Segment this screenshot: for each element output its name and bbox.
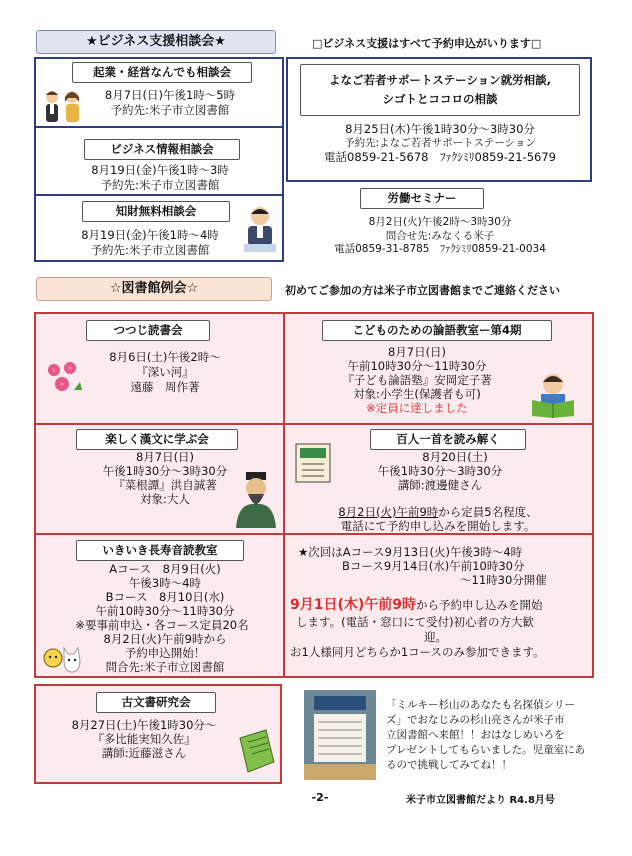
old-document-illustration: [236, 728, 278, 774]
rongo-class-book: 『子ども論語塾』安岡定子著: [342, 373, 492, 387]
ondoku-class-a-date: Aコース 8月9日(火): [109, 562, 221, 576]
rongo-class-date: 8月7日(日): [387, 345, 447, 359]
page-number: -2-: [311, 791, 329, 804]
komonjo-study-tag: 古文書研究会: [96, 692, 216, 713]
hyakunin-reservation-capacity: から定員5名程度、: [438, 505, 538, 519]
tsutsuji-reading-tag: つつじ読書会: [86, 320, 210, 341]
kanbun-study-time: 午後1時30分～3時30分: [102, 464, 228, 478]
kanbun-study-book: 『菜根譚』洪自誠著: [113, 478, 217, 492]
tsutsuji-reading-date: 8月6日(土)午後2時～: [109, 350, 221, 364]
divider: [36, 533, 592, 535]
hyakunin-reservation-phone: 電話にて予約申し込みを開始します。: [340, 519, 536, 533]
divider: [283, 314, 285, 676]
labor-seminar-contact: 問合せ先:みなくる米子: [385, 230, 495, 242]
hyakunin-reservation-date: 8月2日(火)午前9時: [338, 505, 439, 519]
promo-text-line4: プレゼントしてもらいました。児童室にあ: [386, 744, 586, 756]
consultant-illustration: [242, 204, 278, 254]
startup-consult-contact: 予約先:米子市立図書館: [110, 103, 230, 117]
kanbun-study-date: 8月7日(日): [135, 450, 195, 464]
business-info-consult-tag: ビジネス情報相談会: [84, 139, 240, 160]
youth-support-title-box: [300, 64, 580, 116]
youth-support-phone: 電話0859-21-5678 ﾌｧｸｼﾐﾘ0859-21-5679: [324, 150, 556, 164]
rongo-class-full-notice: ※定員に達しました: [366, 401, 468, 415]
ondoku-class-b-time: 午前10時30分～11時30分: [95, 604, 235, 618]
kanbun-study-tag: 楽しく漢文に学ぶ会: [76, 429, 238, 450]
divider: [36, 194, 282, 196]
rongo-class-tag: こどものための論語教室ー第4期: [322, 320, 552, 341]
ondoku-class-b-date: Bコース 8月10日(水): [105, 590, 225, 604]
ondoku-class-capacity-note: ※要事前申込・各コース定員20名: [75, 618, 249, 632]
hyakunin-isshu-date: 8月20日(土): [422, 450, 488, 464]
library-section-header: ☆図書館例会☆: [36, 277, 272, 301]
ondoku-class-contact: 問合先:米子市立図書館: [105, 660, 225, 674]
next-session-reservation: [290, 597, 590, 613]
azalea-flower-illustration: [44, 360, 84, 396]
promo-photo: [304, 690, 376, 780]
ondoku-class-reserve-start: 8月2日(火)午前9時から: [103, 632, 227, 646]
divider: [36, 126, 282, 128]
next-session-reserve-start: から予約申し込みを開始: [416, 598, 543, 612]
labor-seminar-date: 8月2日(火)午後2時～3時30分: [368, 216, 512, 228]
rongo-class-target: 対象:小学生(保護者も可): [353, 387, 481, 401]
hyakunin-isshu-reservation: [288, 505, 588, 519]
hyakunin-isshu-tag: 百人一首を読み解く: [370, 429, 526, 450]
next-session-line1: ★次回はAコース9月13日(火)午後3時～4時: [298, 545, 523, 559]
komonjo-study-lecturer: 講師:近藤滋さん: [101, 746, 187, 760]
business-info-consult-contact: 予約先:米子市立図書館: [100, 178, 220, 192]
promo-text-line2: ズ」でおなじみの杉山亮さんが米子市: [386, 714, 565, 726]
ip-consult-tag: 知財無料相談会: [82, 201, 230, 222]
reading-child-illustration: [528, 370, 578, 418]
labor-seminar-phone: 電話0859-31-8785 ﾌｧｸｼﾐﾘ0859-21-0034: [334, 243, 546, 255]
newsletter-source: 米子市立図書館だより R4.8月号: [406, 795, 555, 806]
next-session-line6: 迎。: [424, 630, 447, 644]
komonjo-study-date: 8月27日(土)午後1時30分～: [71, 718, 217, 732]
startup-consult-tag: 起業・経営なんでも相談会: [72, 62, 252, 83]
rongo-class-time: 午前10時30分～11時30分: [347, 359, 487, 373]
kanbun-study-target: 対象:大人: [140, 492, 190, 506]
ip-consult-contact: 予約先:米子市立図書館: [90, 243, 210, 257]
labor-seminar-tag: 労働セミナー: [360, 188, 484, 209]
ondoku-class-reserve-open: 予約申込開始！: [124, 646, 206, 660]
next-session-line3: ～11時30分開催: [460, 573, 547, 587]
next-session-line7: お1人様同月どちらか1コースのみ参加できます。: [290, 645, 545, 659]
ip-consult-date: 8月19日(金)午後1時～4時: [81, 228, 219, 242]
confucius-illustration: [232, 470, 280, 528]
startup-consult-date: 8月7日(日)午後1時～5時: [104, 88, 236, 102]
promo-text: [386, 698, 592, 773]
next-session-line5: します。(電話・窓口にて受付)初心者の方大歓: [296, 615, 535, 629]
promo-text-line5: るので挑戦してみてね！！: [386, 759, 512, 771]
hyakunin-isshu-time: 午後1時30分～3時30分: [377, 464, 503, 478]
promo-text-line3: 立図書館へ来館！！おはなしめいろを: [386, 729, 565, 741]
youth-support-contact: 予約先:よなご若者サポートステーション: [344, 137, 536, 149]
next-session-line2: Bコース9月14日(水)午前10時30分: [342, 559, 525, 573]
tsutsuji-reading-author: 遠藤 周作著: [130, 380, 200, 394]
karuta-cards-illustration: [292, 440, 336, 486]
ondoku-class-a-time: 午後3時～4時: [128, 576, 202, 590]
youth-support-date: 8月25日(木)午後1時30分～3時30分: [345, 122, 535, 136]
tsutsuji-reading-book: 『深い河』: [136, 365, 194, 379]
next-session-reserve-date: 9月1日(木)午前9時: [290, 597, 417, 613]
business-info-consult-date: 8月19日(金)午後1時～3時: [91, 163, 229, 177]
promo-text-line1: 「ミルキー杉山のあなたも名探偵シリー: [386, 699, 575, 711]
hyakunin-isshu-lecturer: 講師:渡邊健さん: [397, 478, 483, 492]
ondoku-class-tag: いきいき長寿音読教室: [76, 540, 244, 561]
youth-support-title-line1: よなご若者サポートステーション就労相談,: [328, 73, 552, 87]
divider: [36, 423, 592, 425]
library-first-time-note: 初めてご参加の方は米子市立図書館までご連絡ください: [285, 284, 560, 297]
business-section-header: ★ビジネス支援相談会★: [36, 30, 276, 54]
mascot-characters-illustration: [42, 642, 84, 674]
komonjo-study-book: 『多比能実知久佐』: [92, 732, 196, 746]
business-reservation-note: □ビジネス支援はすべて予約申込がいります□: [312, 37, 542, 50]
youth-support-title-line2: シゴトとココロの相談: [382, 92, 498, 106]
